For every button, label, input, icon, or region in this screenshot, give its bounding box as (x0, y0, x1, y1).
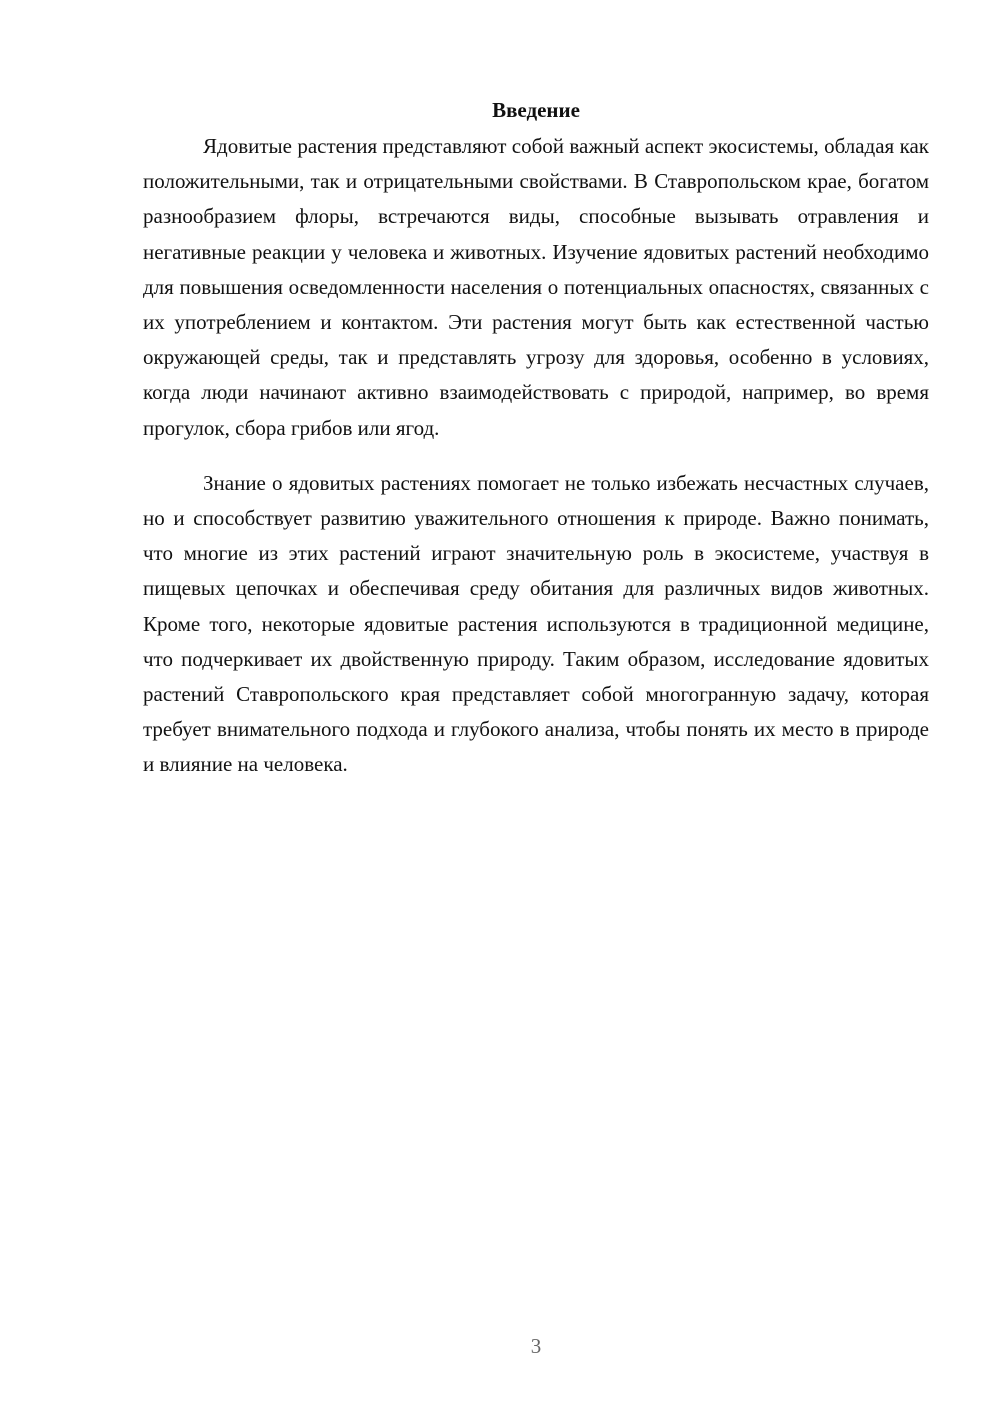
paragraph-2: Знание о ядовитых растениях помогает не только избежать несчастных случаев, но и способствует развитию уважительного отношения к природе. Важно понимать, что многие из этих растений играют значительную роль в экосистеме, участвуя в пищевых цепочках и обеспечивая среду обитания для различных видов животных. Кроме того, некоторые ядовитые растения используются в традиционной медицине, что подчеркивает их двойственную природу. Таким образом, исследование ядовитых растений Ставропольского края представляет собой многогранную задачу, которая требует внимательного подхода и глубокого анализа, чтобы понять их место в природе и влияние на человека. (143, 470, 929, 777)
page-content (143, 93, 929, 783)
page-number: 3 (530, 1334, 542, 1358)
paragraph-1: Ядовитые растения представляют собой важный аспект экосистемы, обладая как положительными, так и отрицательными свойствами. В Ставропольском крае, богатом разнообразием флоры, встречаются виды, способные вызывать отравления и негативные реакции у человека и животных. Изучение ядовитых растений необходимо для повышения осведомленности населения о потенциальных опасностях, связанных с их употреблением и контактом. Эти растения могут быть как естественной частью окружающей среды, так и представлять угрозу для здоровья, особенно в условиях, когда люди начинают активно взаимодействовать с природой, например, во время прогулок, сбора грибов или ягод. (143, 134, 929, 440)
section-heading: Введение (492, 98, 580, 122)
